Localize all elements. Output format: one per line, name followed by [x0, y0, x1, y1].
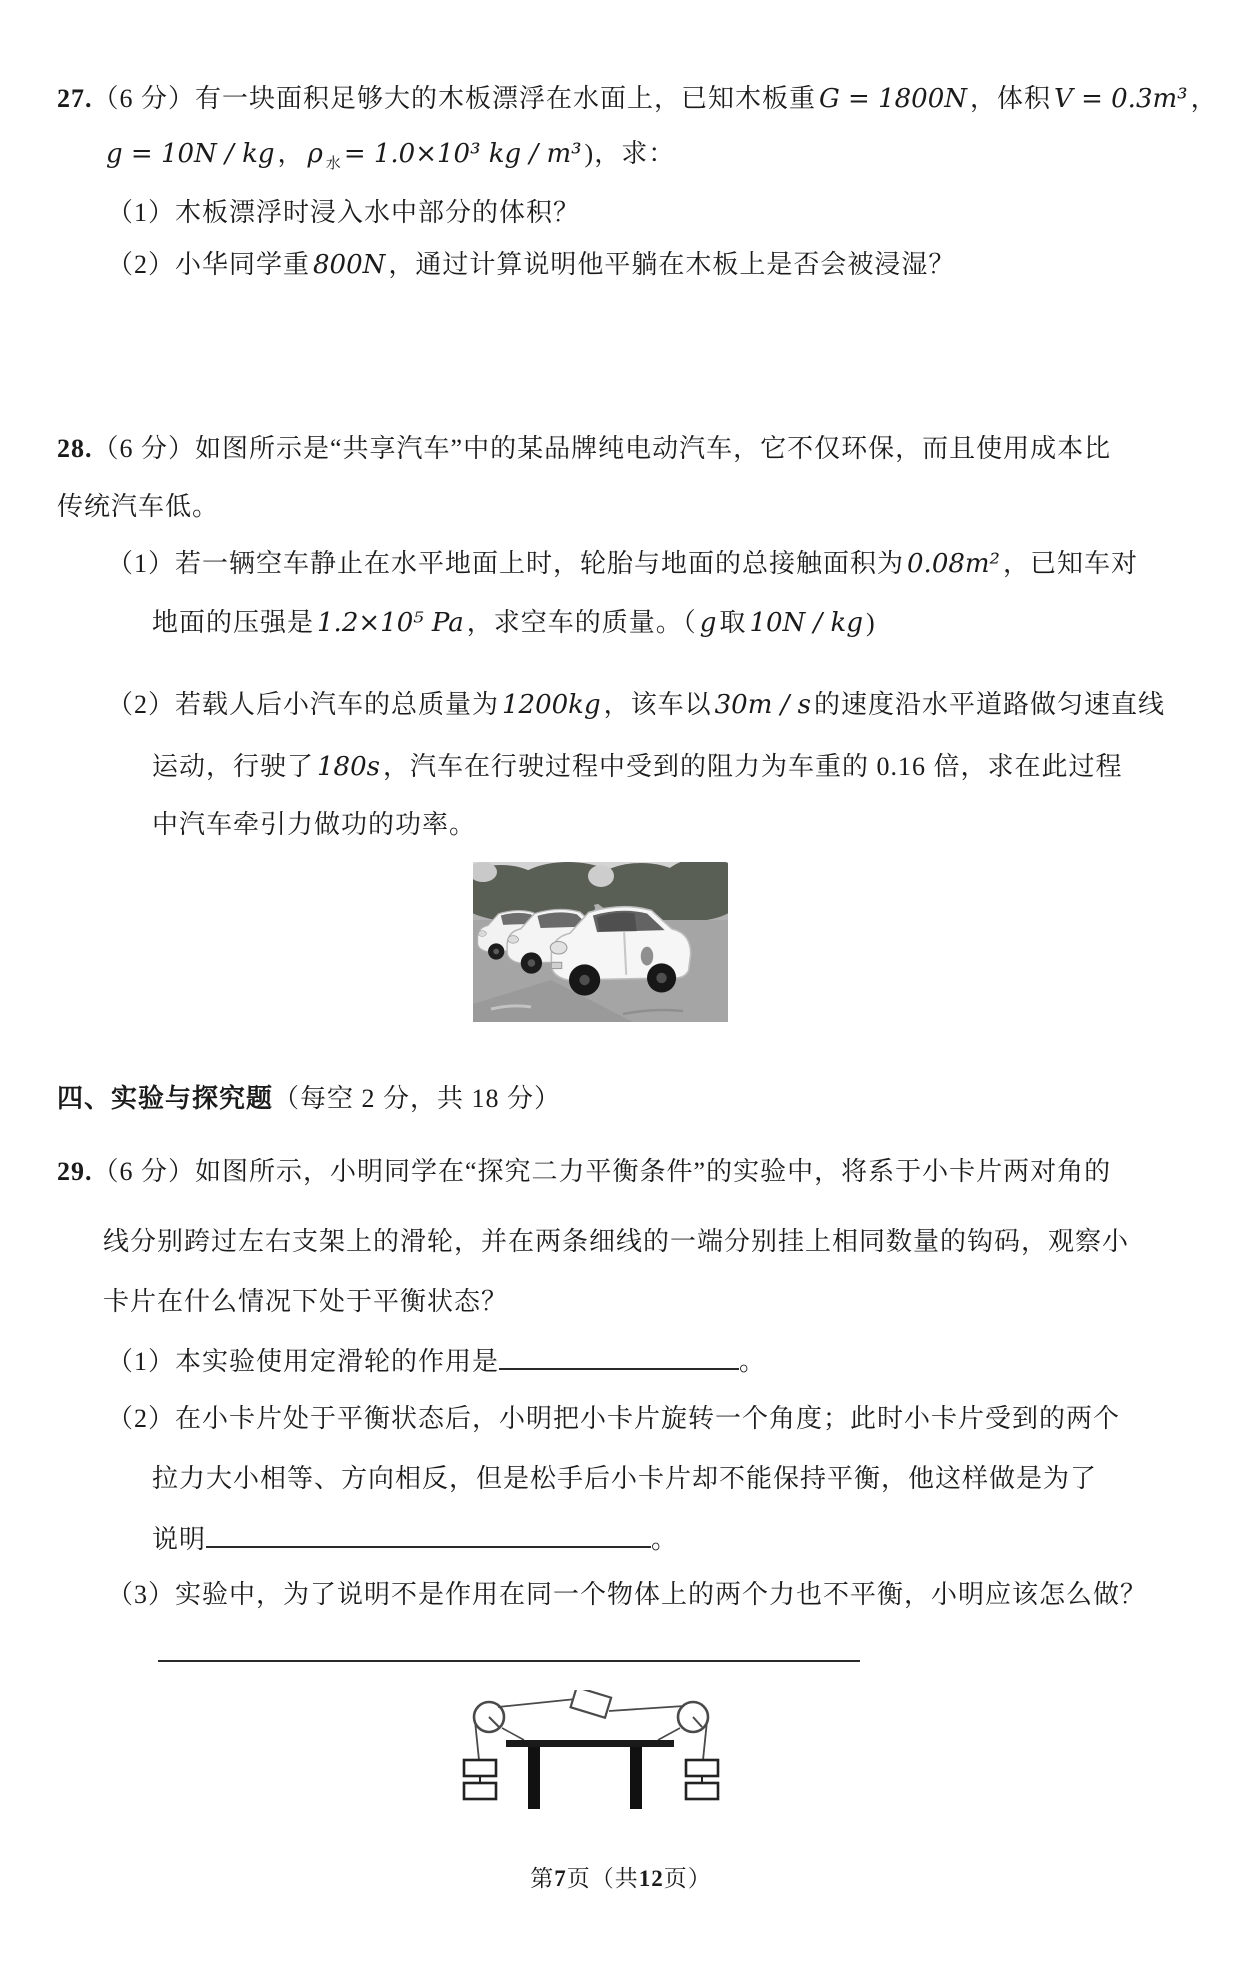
q29-number: 29. — [57, 1157, 93, 1186]
text-run: 运动，行驶了 — [152, 752, 315, 781]
text-run: （2）若载人后小汽车的总质量为 — [107, 690, 500, 719]
total-pages: 12 — [638, 1866, 664, 1891]
text-run: ，体积 — [970, 84, 1052, 113]
text-run: （6 分）如图所示，小明同学在“探究二力平衡条件”的实验中，将系于小卡片两对角的 — [92, 1157, 1112, 1186]
text-run: 卡片在什么情况下处于平衡状态？ — [103, 1287, 509, 1316]
q28-item-1-line-1 — [107, 547, 1138, 581]
text-run: )，求： — [584, 139, 676, 168]
math-run: 0.08m² — [907, 549, 1000, 579]
q28-line-1 — [57, 432, 1111, 466]
q28-item-2-line-2 — [152, 750, 1123, 784]
q29-item-3 — [107, 1578, 1147, 1612]
math-run: ρ — [307, 139, 323, 169]
q29-line-2 — [103, 1225, 1129, 1259]
text-run: 第 — [530, 1866, 555, 1891]
q28-line-2 — [57, 490, 219, 524]
text-run: （6 分）如图所示是“共享汽车”中的某品牌纯电动汽车，它不仅环保，而且使用成本比 — [92, 434, 1112, 463]
math-run: 30m / s — [714, 690, 811, 720]
math-run: g = 10N / kg — [106, 139, 275, 169]
q29-line-1 — [57, 1155, 1111, 1189]
section-title: 四、实验与探究题 — [57, 1084, 274, 1113]
text-run: 线分别跨过左右支架上的滑轮，并在两条细线的一端分别挂上相同数量的钩码，观察小 — [103, 1227, 1130, 1256]
q29-item-2-line-2 — [152, 1462, 1097, 1496]
page-footer — [0, 1860, 1242, 1893]
math-run: 1.2×10⁵ Pa — [317, 608, 464, 638]
q29-diagram — [462, 1690, 720, 1822]
text-run: （1）木板漂浮时浸入水中部分的体积？ — [107, 198, 581, 227]
text-run: （6 分）有一块面积足够大的木板漂浮在水面上，已知木板重 — [92, 84, 817, 113]
subscript-run: 水 — [325, 156, 341, 172]
shared-cars-photo — [473, 862, 728, 1022]
math-run: 180s — [317, 752, 380, 782]
q27-line-1 — [57, 82, 1218, 116]
answer-blank-long — [158, 1628, 860, 1662]
text-run: 的速度沿水平道路做匀速直线 — [813, 690, 1165, 719]
math-run: g — [699, 608, 717, 638]
text-run: （1）若一辆空车静止在水平地面上时，轮胎与地面的总接触面积为 — [107, 549, 905, 578]
math-run: = 1.0×10³ kg / m³ — [343, 139, 582, 169]
text-run: ，已知车对 — [1002, 549, 1138, 578]
q28-number: 28. — [57, 434, 93, 463]
answer-blank — [206, 1520, 651, 1548]
page-number: 7 — [554, 1866, 567, 1891]
text-run: ，求空车的质量。（ — [466, 608, 697, 637]
q28-item-2-line-1 — [107, 688, 1165, 722]
math-run: 10N / kg — [749, 608, 863, 638]
q29-item-2-line-1 — [107, 1402, 1120, 1436]
text-run: 拉力大小相等、方向相反，但是松手后小卡片却不能保持平衡，他这样做是为了 — [152, 1464, 1098, 1493]
q28-item-1-line-2 — [152, 606, 876, 640]
text-run: 传统汽车低。 — [57, 492, 220, 521]
math-run: 800N — [313, 250, 386, 280]
text-run: ) — [865, 608, 876, 637]
text-run: ，通过计算说明他平躺在木板上是否会被浸湿？ — [388, 250, 956, 279]
text-run: ， — [1190, 84, 1218, 113]
q29-item-1 — [107, 1342, 766, 1379]
math-run: G = 1800N — [819, 84, 968, 114]
q28-photo — [473, 862, 728, 1022]
text-run: ，该车以 — [603, 690, 712, 719]
q27-line-2 — [103, 137, 675, 181]
text-run: 。 — [739, 1347, 767, 1376]
q27-item-2 — [107, 248, 955, 282]
section-4-heading — [57, 1082, 561, 1116]
text-run: 页（共 — [566, 1866, 639, 1891]
text-run: 取 — [719, 608, 747, 637]
q28-item-2-line-3 — [152, 808, 476, 842]
text-run: 页） — [663, 1866, 712, 1891]
pulley-experiment-diagram — [462, 1690, 720, 1822]
math-run: V = 0.3m³ — [1054, 84, 1188, 114]
answer-blank — [499, 1342, 739, 1370]
q27-number: 27. — [57, 84, 93, 113]
text-run: ， — [277, 139, 305, 168]
text-run: ，汽车在行驶过程中受到的阻力为车重的 0.16 倍，求在此过程 — [382, 752, 1123, 781]
text-run: （3）实验中，为了说明不是作用在同一个物体上的两个力也不平衡，小明应该怎么做？ — [107, 1580, 1148, 1609]
text-run: （1）本实验使用定滑轮的作用是 — [107, 1347, 500, 1376]
q29-line-3 — [103, 1285, 508, 1319]
text-run: 说明 — [152, 1525, 207, 1554]
text-run: （2）小华同学重 — [107, 250, 311, 279]
section-note: （每空 2 分，共 18 分） — [273, 1084, 562, 1113]
q27-item-1 — [107, 196, 580, 230]
math-run: 1200kg — [502, 690, 601, 720]
text-run: 地面的压强是 — [152, 608, 315, 637]
q29-item-2-line-3 — [152, 1520, 678, 1557]
text-run: 中汽车牵引力做功的功率。 — [152, 810, 477, 839]
text-run: （2）在小卡片处于平衡状态后，小明把小卡片旋转一个角度；此时小卡片受到的两个 — [107, 1404, 1121, 1433]
text-run: 。 — [651, 1525, 679, 1554]
